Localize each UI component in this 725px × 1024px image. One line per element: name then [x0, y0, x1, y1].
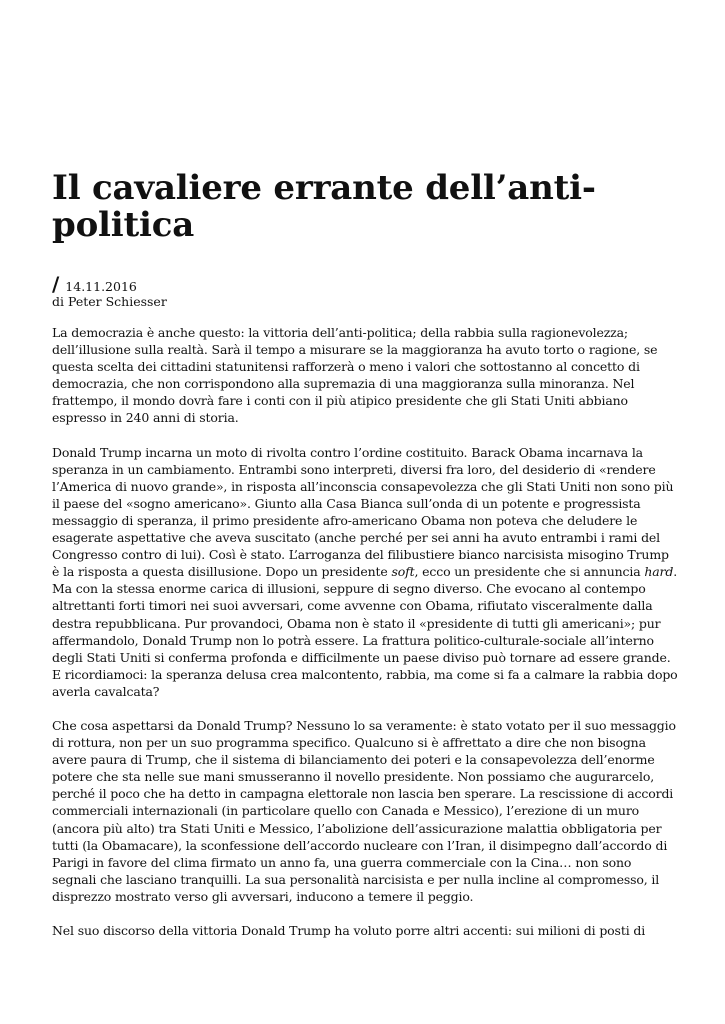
body-paragraph [52, 324, 678, 427]
article-meta [52, 272, 678, 309]
paragraph-text: La democrazia è anche questo: la vittoria dell’anti-politica; della rabbia sulla ragionevolezza; dell’illusione sulla realtà. Sarà il tempo a misurare se la maggioranza ha avuto torto o ragione, se questa scelta dei cittadini statunitensi rafforzerà o meno i valori che sottostanno al concetto di democrazia, che non corrispondono alla supremazia di una maggioranza sulla minoranza. Nel frattempo, il mondo dovrà fare i conti con il più atipico presidente che gli Stati Uniti abbiano espresso in 240 anni di storia. [52, 325, 658, 426]
date-separator: / [52, 272, 60, 296]
paragraph-text: , ecco un presidente che si annuncia [414, 564, 645, 580]
paragraph-text: . Ma con la stessa enorme carica di illusioni, seppure di segno diverso. Che evocano al contempo altrettanti forti timori nei suoi avversari, come avvenne con Obama, rifiutato visceralmente dalla destra repubblicana. Pur provandoci, Obama non è stato il «presidente di tutti gli americani»; pur affermandolo, Donald Trump non lo potrà essere. La frattura politico-culturale-sociale all’interno degli Stati Uniti si conferma profonda e difficilmente un paese diviso può tornare ad essere grande. E ricordiamoci: la speranza delusa crea malcontento, rabbia, ma come si fa a calmare la rabbia dopo averla cavalcata? [52, 564, 678, 699]
byline: di Peter Schiesser [52, 294, 167, 309]
article [52, 170, 678, 956]
body-paragraph [52, 922, 678, 939]
emphasized-text: hard [644, 564, 674, 580]
paragraph-text: Che cosa aspettarsi da Donald Trump? Nessuno lo sa veramente: è stato votato per il suo messaggio di rottura, non per un suo programma specifico. Qualcuno si è affrettato a dire che non bisogna avere paura di Trump, che il sistema di bilanciamento dei poteri e la consapevolezza dell’enorme potere che sta nelle sue mani smusseranno il novello presidente. Non possiamo che augurarcelo, perché il poco che ha detto in campagna elettorale non lascia ben sperare. La rescissione di accordi commerciali internazionali (in particolare quello con Canada e Messico), l’erezione di un muro (ancora più alto) tra Stati Uniti e Messico, l’abolizione dell’assicurazione malattia obbligatoria per tutti (la Obamacare), la sconfessione dell’accordo nucleare con l’Iran, il disimpegno dall’accordo di Parigi in favore del clima firmato un anno fa, una guerra commerciale con la Cina… non sono segnali che lasciano tranquilli. La sua personalità narcisista e per nulla incline al compromesso, il disprezzo mostrato verso gli avversari, inducono a temere il peggio. [52, 717, 676, 904]
body-paragraph [52, 717, 678, 905]
emphasized-text: soft [391, 564, 415, 580]
date-line [52, 272, 678, 296]
article-body [52, 324, 678, 939]
publish-date: 14.11.2016 [65, 279, 137, 294]
article-title: Il cavaliere errante dell’anti-politica [52, 168, 596, 245]
body-paragraph [52, 444, 678, 700]
paragraph-text: Nel suo discorso della vittoria Donald Trump ha voluto porre altri accenti: sui milioni di posti di [52, 923, 646, 938]
paragraph-text: Donald Trump incarna un moto di rivolta contro l’ordine costituito. Barack Obama incarnava la speranza in un cambiamento. Entrambi sono interpreti, diversi fra loro, del desiderio di «rendere l’America di nuovo grande», in risposta all’inconscia consapevolezza che gli Stati Uniti non sono più il paese del «sogno americano». Giunto alla Casa Bianca sull’onda di un potente e progressista messaggio di speranza, il primo presidente afro-americano Obama non poteva che deludere le esagerate aspettative che aveva suscitato (anche perché per sei anni ha avuto entrambi i rami del Congresso contro di lui). Così è stato. L’arroganza del filibustiere bianco narcisista misogino Trump è la risposta a questa disillusione. Dopo un presidente [52, 444, 674, 580]
